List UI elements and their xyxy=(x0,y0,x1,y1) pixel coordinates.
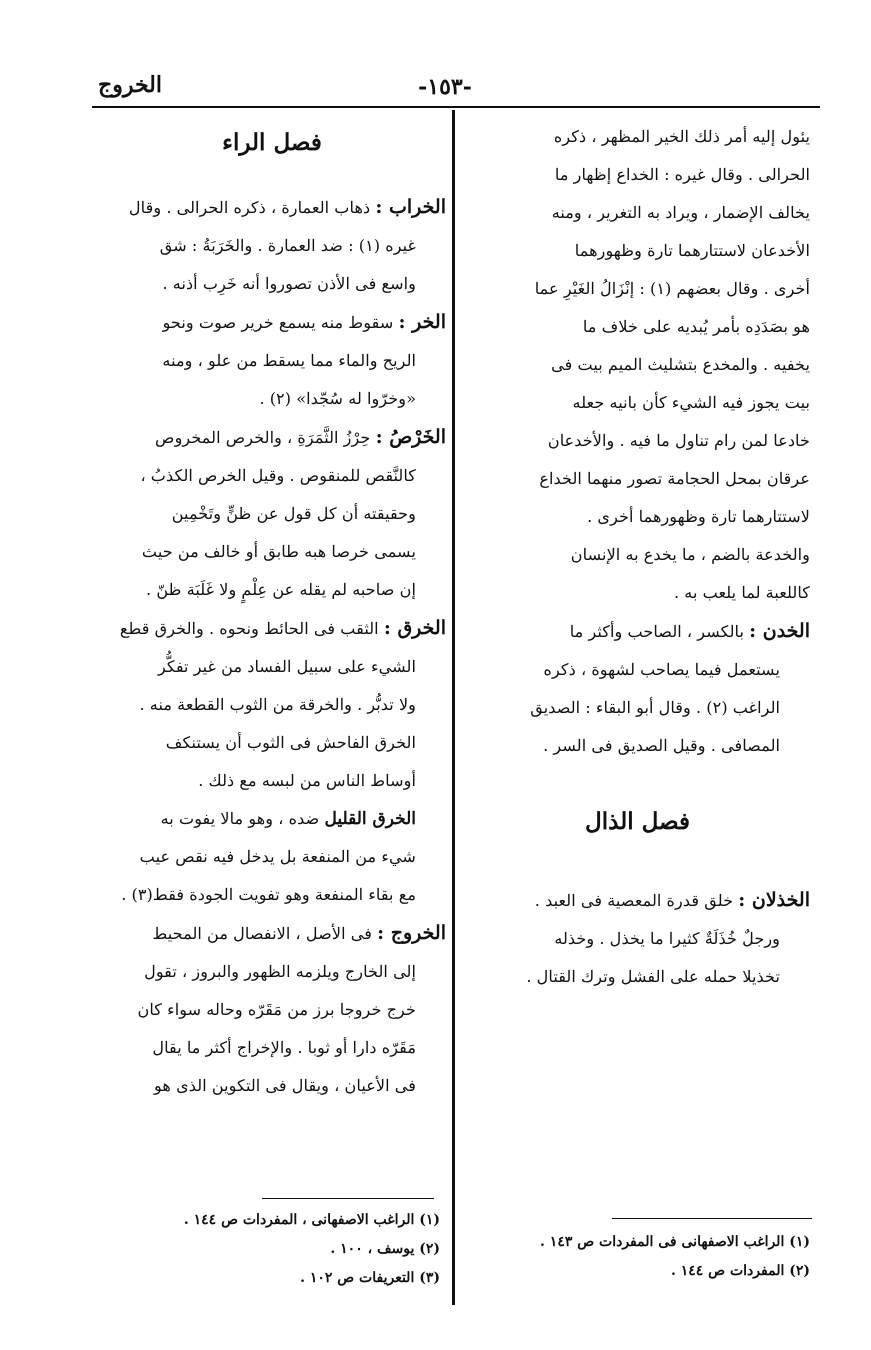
column-divider xyxy=(452,110,455,1305)
text-line: الأخدعان لاستتارهما تارة وظهورهما xyxy=(574,241,810,260)
entry-term: الخدن : xyxy=(749,620,810,642)
text-line: شيء من المنفعة بل يدخل فيه نقص عيب xyxy=(139,847,416,866)
footnote: (٣) التعريفات ص ١٠٢ . xyxy=(300,1270,440,1286)
section-heading: فصل الراء xyxy=(222,129,322,156)
entry-khars xyxy=(98,418,446,457)
entry-kharr xyxy=(98,303,446,342)
entry-kharq xyxy=(98,609,446,648)
text-line: كاللعبة لما يلعب به . xyxy=(673,583,810,602)
footnotes-right xyxy=(480,1228,810,1286)
text-line: مَقَرّه دارا أو ثوبا . والإخراج أكثر ما يقال xyxy=(152,1038,416,1057)
entry-term: الخرق القليل xyxy=(324,809,416,829)
text-line: يخفيه . والمخدع بتشليث الميم بيت فى xyxy=(551,355,810,374)
entry-text: ذهاب العمارة ، ذكره الحرالى . وقال xyxy=(128,198,371,217)
entry-text: سقوط منه يسمع خرير صوت ونحو xyxy=(162,313,394,332)
footnote-rule xyxy=(612,1218,812,1219)
text-line: أوساط الناس من لبسه مع ذلك . xyxy=(198,771,416,790)
text-line: مع بقاء المنفعة وهو تفويت الجودة فقط(٣) . xyxy=(121,885,416,904)
entry-text: حِرْزُ الثَّمَرَةِ ، والخرص المخروص xyxy=(155,428,371,447)
text-line: ورجلٌ خُذَلَةٌ كثيرا ما يخذل . وخذله xyxy=(554,929,780,948)
entry-term: الخر : xyxy=(398,311,446,333)
text-line: غيره (١) : ضد العمارة . والخَرَبَةُ : شق xyxy=(159,236,416,255)
left-column xyxy=(98,118,446,1105)
text-line: يستعمل فيما يصاحب لشهوة ، ذكره xyxy=(543,660,780,679)
text-line: الحرالى . وقال غيره : الخداع إظهار ما xyxy=(554,165,810,184)
text-line: الراغب (٢) . وقال أبو البقاء : الصديق xyxy=(530,698,780,717)
right-column xyxy=(465,118,810,996)
entry-text: الثقب فى الحائط ونحوه . والخرق قطع xyxy=(119,619,379,638)
footnote: (١) الراغب الاصفهانى ، المفردات ص ١٤٤ . xyxy=(183,1212,440,1228)
text-line: واسع فى الأذن تصوروا أنه خَرِب أذنه . xyxy=(162,274,416,293)
footnote: (٢) المفردات ص ١٤٤ . xyxy=(671,1263,810,1279)
text-line: «وخرّوا له سُجّدا» (٢) . xyxy=(259,389,416,408)
text-line: إلى الخارج ويلزمه الظهور والبروز ، تقول xyxy=(144,962,416,981)
text-line: ولا تدبُّر . والخرقة من الثوب القطعة منه . xyxy=(139,695,416,714)
entry-text: بالكسر ، الصاحب وأكثر ما xyxy=(569,622,744,641)
text-line: يئول إليه أمر ذلك الخير المظهر ، ذكره xyxy=(553,127,810,146)
entry-kharq-qalil xyxy=(98,800,446,838)
text-line: إن صاحبه لم يقله عن عِلْمٍ ولا غَلَبَة ظنّ . xyxy=(146,580,416,599)
text-line: الخرق الفاحش فى الثوب أن يستنكف xyxy=(165,733,416,752)
text-line: لاستتارهما تارة وظهورهما أخرى . xyxy=(587,507,810,526)
entry-khidhlan xyxy=(465,881,810,920)
text-line: هو بصَدَدِه بأمر يُبديه على خلاف ما xyxy=(582,317,810,336)
entry-kharab xyxy=(98,188,446,227)
text-line: كالنَّقص للمنقوص . وقيل الخرص الكذبُ ، xyxy=(140,466,416,485)
footnote: (١) الراغب الاصفهانى فى المفردات ص ١٤٣ . xyxy=(540,1234,810,1250)
entry-term: الخَرْصُ : xyxy=(375,426,446,448)
text-line: المصافى . وقيل الصديق فى السر . xyxy=(543,736,780,755)
entry-term: الخراب : xyxy=(375,196,446,218)
entry-term: الخذلان : xyxy=(738,889,810,911)
text-line: فى الأعيان ، ويقال فى التكوين الذى هو xyxy=(154,1076,416,1095)
text-line: والخدعة بالضم ، ما يخدع به الإنسان xyxy=(570,545,810,564)
text-line: بيت يجوز فيه الشيء كأن بانيه جعله xyxy=(572,393,810,412)
text-line: أخرى . وقال بعضهم (١) : إنْزَالُ الغَيْرِ عما xyxy=(534,279,810,298)
text-line: الشيء على سبيل الفساد من غير تفكُّر xyxy=(158,657,416,676)
header-rule xyxy=(92,106,820,108)
running-title: الخروج xyxy=(98,72,162,98)
text-line: يسمى خرصا هبه طابق أو خالف من حيث xyxy=(141,542,416,561)
entry-text: خلق قدرة المعصية فى العبد . xyxy=(534,891,734,910)
text-line: يخالف الإضمار ، ويراد به التغرير ، ومنه xyxy=(551,203,810,222)
entry-khuruj xyxy=(98,914,446,953)
entry-term: الخروج : xyxy=(377,922,446,944)
entry-term: الخرق : xyxy=(383,617,446,639)
page-number: -١٥٣- xyxy=(418,74,472,100)
footnotes-left xyxy=(150,1206,440,1293)
text-line: تخذيلا حمله على الفشل وترك القتال . xyxy=(526,967,780,986)
entry-text: فى الأصل ، الانفصال من المحيط xyxy=(152,924,372,943)
entry-text: ضده ، وهو مالا يفوت به xyxy=(160,809,320,828)
text-line: وحقيقته أن كل قول عن ظنٍّ وتَخْمِين xyxy=(171,504,416,523)
footnote-rule xyxy=(262,1198,434,1199)
text-line: الريح والماء مما يسقط من علو ، ومنه xyxy=(162,351,416,370)
text-line: خادعا لمن رام تناول ما فيه . والأخدعان xyxy=(547,431,810,450)
text-line: عرقان بمحل الحجامة تصور منهما الخداع xyxy=(539,469,810,488)
section-heading: فصل الذال xyxy=(585,808,690,835)
footnote: (٢) يوسف ، ١٠٠ . xyxy=(330,1241,440,1257)
entry-khidn xyxy=(465,612,810,651)
text-line: خرج خروجا برز من مَقَرّه وحاله سواء كان xyxy=(137,1000,416,1019)
